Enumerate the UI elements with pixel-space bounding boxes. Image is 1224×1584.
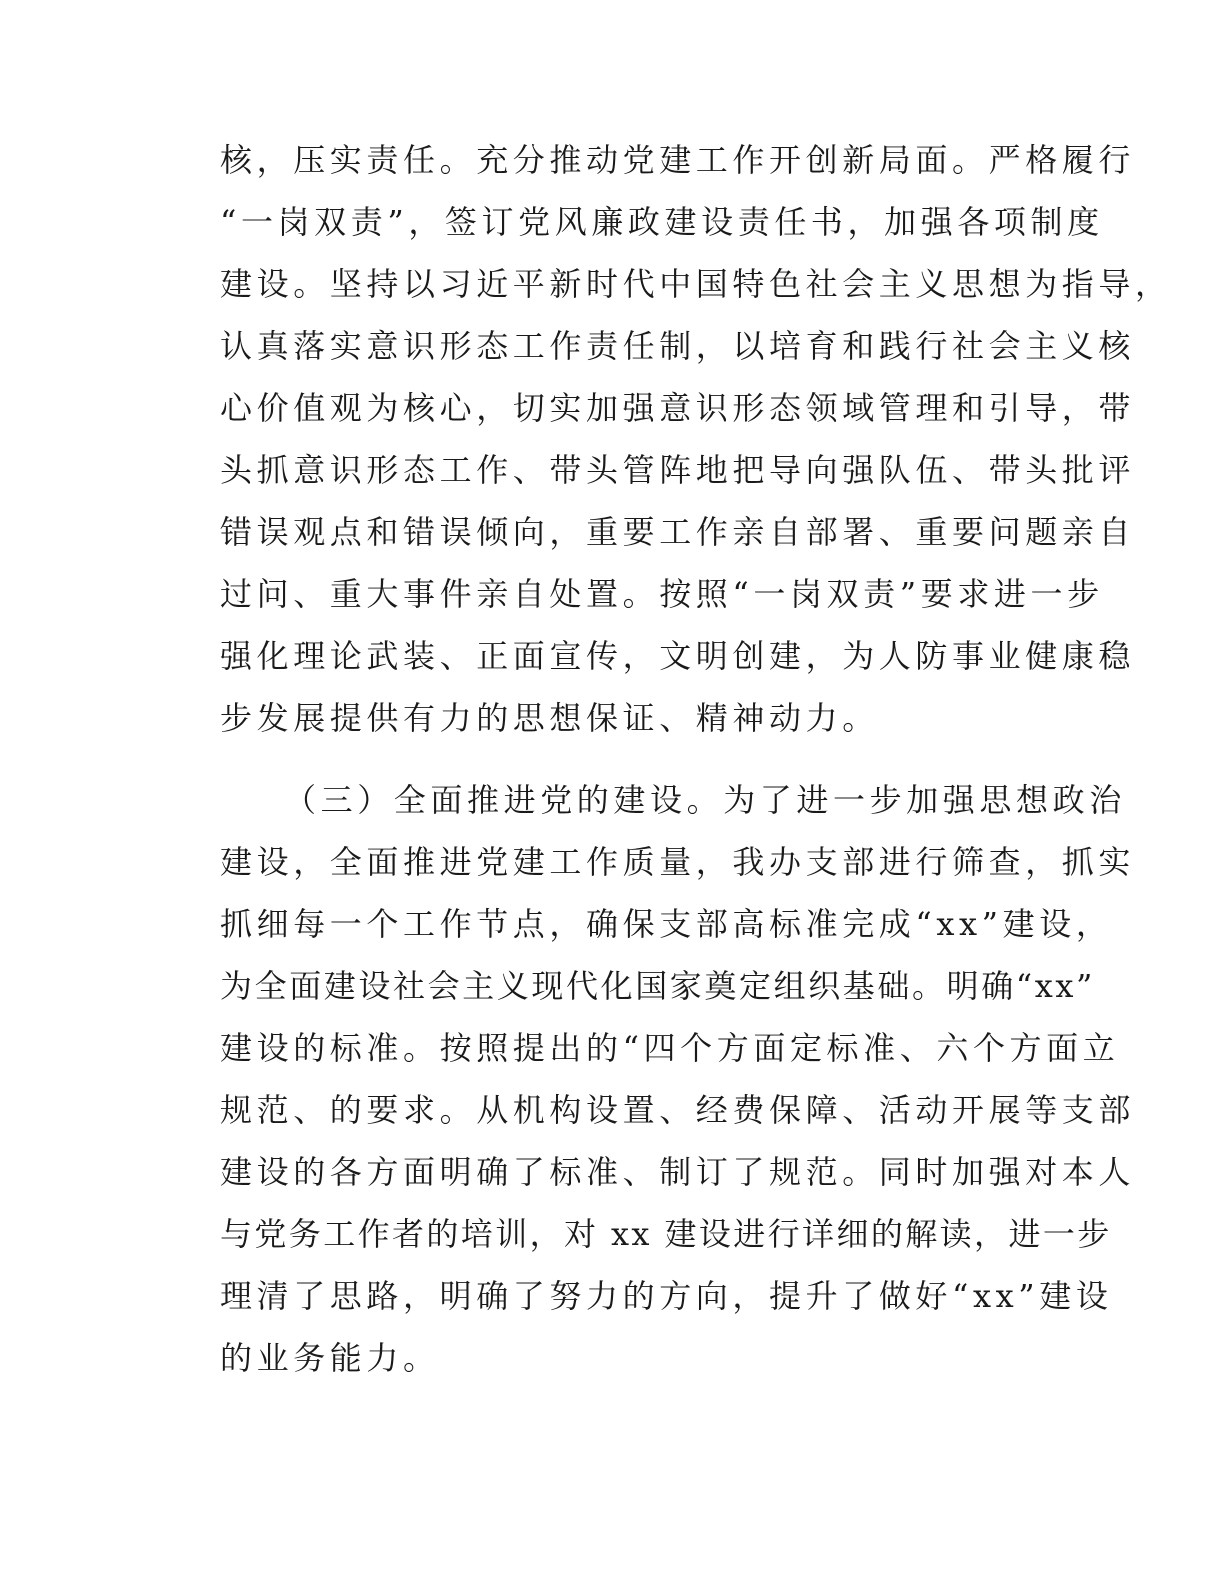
text-line: 强化理论武装、正面宣传，文明创建，为人防事业健康稳 xyxy=(220,637,1136,675)
text-line: 的业务能力。 xyxy=(220,1339,440,1377)
text-line: 头抓意识形态工作、带头管阵地把导向强队伍、带头批评 xyxy=(220,451,1136,489)
text-line: 核，压实责任。充分推动党建工作开创新局面。严格履行 xyxy=(220,141,1136,179)
text-line: 为全面建设社会主义现代化国家奠定组织基础。明确“xx” xyxy=(220,967,1096,1005)
section-heading-line: （三）全面推进党的建设。为了进一步加强思想政治 xyxy=(284,781,1126,819)
text-line: 建设，全面推进党建工作质量，我办支部进行筛查，抓实 xyxy=(220,843,1136,881)
text-line: “一岗双责”，签订党风廉政建设责任书，加强各项制度 xyxy=(220,203,1104,241)
text-line: 建设的标准。按照提出的“四个方面定标准、六个方面立 xyxy=(220,1029,1120,1067)
text-line: 心价值观为核心，切实加强意识形态领域管理和引导，带 xyxy=(220,389,1136,427)
text-line: 理清了思路，明确了努力的方向，提升了做好“xx”建设 xyxy=(220,1277,1113,1315)
text-line: 步发展提供有力的思想保证、精神动力。 xyxy=(220,699,879,737)
text-line: 认真落实意识形态工作责任制，以培育和践行社会主义核 xyxy=(220,327,1136,365)
text-line: 建设的各方面明确了标准、制订了规范。同时加强对本人 xyxy=(220,1153,1136,1191)
text-line: 抓细每一个工作节点，确保支部高标准完成“xx”建设， xyxy=(220,905,1113,943)
text-line: 规范、的要求。从机构设置、经费保障、活动开展等支部 xyxy=(220,1091,1136,1129)
text-line: 错误观点和错误倾向，重要工作亲自部署、重要问题亲自 xyxy=(220,513,1136,551)
text-line: 与党务工作者的培训，对 xx 建设进行详细的解读，进一步 xyxy=(220,1215,1112,1253)
text-line: 过问、重大事件亲自处置。按照“一岗双责”要求进一步 xyxy=(220,575,1104,613)
text-line: 建设。坚持以习近平新时代中国特色社会主义思想为指导， xyxy=(220,265,1172,303)
